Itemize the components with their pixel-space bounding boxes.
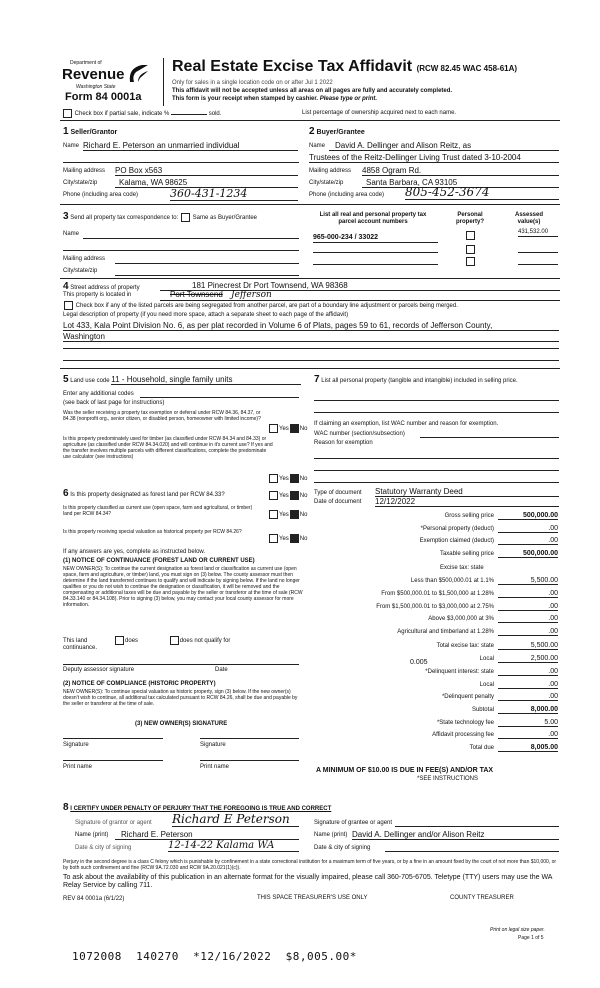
street-field[interactable]: 181 Pinecrest Dr Port Townsend, WA 98368 (160, 281, 560, 291)
no-label: No (299, 536, 308, 543)
historic-question: Is this property receiving special valuation as historical property per RCW 84.26? (63, 529, 242, 535)
timber-answer (268, 474, 307, 483)
deputy-signature-label: Deputy assessor signature (63, 667, 135, 673)
forest-question: Is this property designated as forest land per RCW 84.33? (70, 492, 225, 498)
buyer-name-field-2[interactable]: Trustees of the Reitz-Dellinger Living Trust dated 3-10-2004 (309, 153, 559, 163)
tax-value-t5[interactable]: .00 (498, 628, 558, 636)
correspondence-line: 3 Send all property tax correspondence to: Same as Buyer/Grantee (63, 211, 258, 223)
county-treasurer-label: COUNTY TREASURER (450, 895, 514, 901)
yes-label: Yes (279, 512, 289, 519)
grantor-signature[interactable]: Richard E Peterson (172, 812, 299, 827)
tax-value-int_local[interactable]: .00 (498, 681, 558, 689)
street-label-text: Street address of property (70, 285, 140, 291)
doc-type-label: Type of document (314, 490, 362, 496)
tax-label-affidavit: Affidavit processing fee (432, 732, 494, 738)
seller-phone-field[interactable]: 360-431-1234 (170, 187, 298, 201)
personal-property-checkbox-3[interactable] (466, 257, 475, 266)
revision-label: REV 84 0001a (6/1/22) (63, 896, 125, 902)
form-number: Form 84 0001a (65, 91, 142, 103)
tax-value-taxable[interactable]: 500,000.00 (498, 550, 558, 558)
located-field[interactable] (160, 290, 560, 301)
buyer-mailing-label: Mailing address (309, 168, 352, 174)
doc-date-label: Date of document (314, 499, 362, 505)
buyer-heading: 2 Buyer/Grantee (309, 126, 365, 137)
legal-line-1[interactable]: Lot 433, Kala Point Division No. 6, as per plat recorded in Volume 6 of Plats, pages 59 to 61, records of Jefferson County, (63, 321, 559, 331)
forest-yes-checkbox[interactable] (269, 491, 278, 500)
receipt-note (172, 96, 377, 103)
tax-label-personal: *Personal property (deduct) (420, 526, 494, 532)
seller-heading-text: Seller/Grantor (70, 129, 118, 136)
no-label: No (299, 426, 308, 433)
same-as-buyer-checkbox[interactable] (181, 213, 190, 222)
minimum-note: A MINIMUM OF $10.00 IS DUE IN FEE(S) AND/OR TAX (316, 767, 494, 774)
wac-label: WAC number (section/subsection) (314, 431, 405, 437)
buyer-city-label: City/state/zip (309, 180, 344, 186)
legal-line-2[interactable]: Washington (63, 332, 559, 342)
no-label: No (299, 493, 308, 500)
no-label: No (299, 512, 308, 519)
current-use-no-checkbox[interactable] (290, 510, 299, 519)
rate-value: 0.005 (410, 659, 428, 666)
located-label: This property is located in (63, 292, 132, 298)
tax-value-t1[interactable]: 5,500.00 (498, 577, 558, 585)
historic-no-checkbox[interactable] (290, 534, 299, 543)
tax-value-personal[interactable]: .00 (498, 525, 558, 533)
treasurer-use-label: THIS SPACE TREASURER'S USE ONLY (257, 895, 368, 901)
tax-label-total_state: Total excise tax: state (436, 643, 494, 649)
partial-sale (62, 109, 221, 118)
personal-property-checkbox-2[interactable] (466, 245, 475, 254)
buyer-phone-field[interactable]: 805-452-3674 (405, 185, 559, 200)
buyer-heading-text: Buyer/Grantee (316, 129, 365, 136)
seller-heading: 1 Seller/Grantor (63, 126, 118, 137)
tax-label-int_state: *Delinquent interest: state (425, 669, 494, 675)
tax-value-local[interactable]: 2,500.00 (498, 655, 558, 663)
owner-print-name-2: Print name (200, 764, 230, 770)
tax-value-t2[interactable]: .00 (498, 590, 558, 598)
ownership-note: List percentage of ownership acquired next to each name. (302, 110, 457, 116)
see-instructions-label: (see back of last page for instructions) (63, 400, 165, 406)
buyer-name-label: Name (309, 143, 326, 149)
new-owner-title: (3) NEW OWNER(S) SIGNATURE (135, 721, 228, 727)
exemption-question: Was the seller receiving a property tax exemption or deferral under RCW 84.36, 84.37, or 84.38 (nonprofit org., senior citizen, or disabled person, homeowner with limited income)? (63, 410, 261, 422)
tax-label-subtotal: Subtotal (471, 707, 494, 713)
seller-name-label: Name (63, 143, 80, 149)
exemption-yes-checkbox[interactable] (269, 424, 278, 433)
receipt-text: This form is your receipt when stamped by cashier. (172, 96, 319, 102)
does-not-checkbox[interactable] (170, 636, 179, 645)
see-instructions-note: *SEE INSTRUCTIONS (417, 776, 479, 782)
buyer-name-field[interactable]: David A. Dellinger and Alison Reitz, as (329, 141, 559, 151)
tax-value-tech[interactable]: 5.00 (498, 719, 558, 727)
doc-type-field[interactable]: Statutory Warranty Deed (375, 487, 559, 497)
state-label: Washington State (76, 84, 116, 90)
forest-line: 6 Is this property designated as forest land per RCW 84.33? (63, 488, 225, 499)
form-title-text: Real Estate Excise Tax Affidavit (172, 58, 413, 75)
personal-property-label: List all personal property (tangible and intangible) included in selling price. (321, 378, 518, 384)
grantee-date-label: Date & city of signing (314, 845, 371, 851)
continuance-text: NEW OWNER(S): To continue the current designation as forest land or classification as current use (open space, farm and agriculture, or timber) land, you must sign on (3) below. The county assessor must then determine if the land transferred continues to qualify and will indicate by signing below. If the land no longer qualifies or you do not wish to continue the designation or classification, it will be removed and the compensating or additional taxes will be due and payable by the seller or transferor at the time of sale (RCW 84.33.140 or 84.34.108). Prior to signing (3) below, you may contact your local county assessor for more information. (63, 566, 303, 608)
does-not-label: does not qualify for (179, 638, 231, 645)
this-land-label: This land (63, 638, 88, 645)
doc-date-field[interactable]: 12/12/2022 (375, 497, 559, 507)
tax-label-t4: Above $3,000,000 at 3% (428, 616, 494, 622)
owner-signature-label-1: Signature (63, 742, 89, 748)
buyer-phone-label: Phone (including area code) (309, 192, 385, 198)
seller-name-field[interactable]: Richard E. Peterson an unmarried individual (83, 141, 298, 151)
seller-mailing-field[interactable]: PO Box x563 (115, 166, 298, 176)
tax-value-total_due[interactable]: 8,005.00 (498, 744, 558, 752)
grantor-signature-label: Signature of grantor or agent (75, 820, 152, 826)
grantor-name[interactable]: Richard E. Peterson (115, 830, 299, 840)
certify-text: I CERTIFY UNDER PENALTY OF PERJURY THAT THE FOREGOING IS TRUE AND CORRECT (70, 806, 332, 812)
exemption-no-checkbox[interactable] (290, 424, 299, 433)
exemption-claim-label: If claiming an exemption, list WAC number and reason for exemption. (314, 421, 499, 427)
yes-label: Yes (279, 476, 289, 483)
yes-label: Yes (279, 536, 289, 543)
land-use-label: Land use code (70, 378, 110, 384)
timber-question: Is this property predominately used for timber (as classified under RCW 84.34 and 84.33) or agriculture (as classified under RCW 84.34.020) and will continue in it's current use? If yes and the transfer involves multiple parcels with different classifications, complete the predominate use calculator (see instructions) (63, 436, 273, 460)
current-use-yes-checkbox[interactable] (269, 510, 278, 519)
sold-label: sold. (208, 111, 222, 118)
partial-sale-label: Check box if partial sale, indicate % (74, 111, 170, 118)
grantee-name[interactable]: David A. Dellinger and/or Alison Reitz (352, 830, 559, 840)
parcel-col-header: List all real and personal property tax parcel account numbers (319, 212, 427, 225)
land-use-code[interactable]: 11 - Household, single family units (111, 375, 301, 385)
owner-signature-label-2: Signature (200, 742, 226, 748)
page-number: Page 1 of 5 (518, 935, 544, 941)
dept-label: Department of (70, 60, 102, 66)
affidavit-note: This affidavit will not be accepted unless all areas on all pages are fully and accurately completed. (172, 88, 453, 94)
yes-label: Yes (279, 426, 289, 433)
street-label: 4 Street address of property (63, 281, 140, 292)
forest-no-checkbox[interactable] (290, 491, 299, 500)
yes-label: Yes (279, 493, 289, 500)
tax-mailing-label: Mailing address (63, 256, 106, 262)
type-print-text: Please type or print. (319, 96, 378, 102)
exemption-answer (268, 424, 307, 433)
reason-label: Reason for exemption (314, 440, 373, 446)
buyer-city-field[interactable]: Santa Barbara, CA 93105 (362, 178, 559, 188)
current-use-answer (268, 510, 307, 519)
tax-label-t1: Less than $500,000.01 at 1.1% (410, 578, 494, 584)
tax-value-int_state[interactable]: .00 (498, 668, 558, 676)
rcw-reference: (RCW 82.45 WAC 458-61A) (416, 64, 518, 73)
tax-city-label: City/state/zip (63, 268, 98, 274)
grantee-name-label: Name (print) (314, 832, 348, 838)
form-title (172, 58, 517, 76)
logo (62, 60, 162, 106)
legal-label: Legal description of property (if you need more space, attach a separate sheet to each page of the affidavit) (63, 312, 349, 318)
if-yes-note: If any answers are yes, complete as instructed below. (63, 549, 206, 555)
tax-label-penalty: *Delinquent penalty (441, 694, 494, 700)
tax-value-t3[interactable]: .00 (498, 603, 558, 611)
tax-value-total_state[interactable]: 5,500.00 (498, 642, 558, 650)
tax-label-taxable: Taxable selling price (439, 551, 494, 557)
tax-label-total_due: Total due (469, 745, 494, 751)
tax-value-affidavit[interactable]: .00 (498, 731, 558, 739)
alt-format-note: To ask about the availability of this publication in an alternate format for the visually impaired, please call 360-705-6705. Teletype (TTY) users may use the WA Relay Service by calling 711. (63, 874, 553, 889)
does-label: does (125, 638, 139, 645)
this-land-line (63, 636, 230, 645)
revenue-logo-icon (126, 62, 152, 86)
buyer-mailing-field[interactable]: 4858 Ogram Rd. (362, 166, 559, 176)
perjury-note: Perjury in the second degree is a class C felony which is punishable by confinement in a state correctional institution for a maximum term of five years, or by a fine in an amount fixed by the court of not more than $10,000, or by both such confinement and fine (RCW 9A.72.030 and RCW 9A.20.021(1)(c)). (63, 859, 557, 871)
continuance-label: continuance. (63, 645, 98, 651)
tax-value-penalty[interactable]: .00 (498, 693, 558, 701)
does-checkbox[interactable] (115, 636, 124, 645)
forest-answer (268, 491, 307, 500)
tax-label-local: Local (479, 656, 494, 662)
excise-state-label: Excise tax: state (440, 565, 484, 571)
sale-note: Only for sales in a single location code on or after Jul 1 2022 (172, 80, 333, 86)
timber-no-checkbox[interactable] (290, 474, 299, 483)
compliance-text: NEW OWNER(S): To continue special valuation as historic property, sign (3) below. If the new owner(s) doesn't wish to continue, all additional tax calculated pursuant to RCW 84.26, shall be due and payable by the seller or transferor at the time of sale. (63, 689, 298, 707)
segregated-checkbox[interactable] (64, 301, 73, 310)
historic-yes-checkbox[interactable] (269, 534, 278, 543)
partial-sale-checkbox[interactable] (63, 109, 72, 118)
deputy-date-label: Date (215, 667, 228, 673)
assessed-value[interactable]: 431,532.00 (518, 229, 558, 237)
owner-print-name-1: Print name (63, 764, 93, 770)
tax-value-subtotal[interactable]: 8,000.00 (498, 706, 558, 714)
tax-label-int_local: Local (479, 682, 494, 688)
correspondence-label: Send all property tax correspondence to: (70, 215, 179, 222)
seller-city-label: City/state/zip (63, 180, 98, 186)
personal-property-checkbox-1[interactable] (466, 231, 475, 240)
same-as-buyer-label: Same as Buyer/Grantee (192, 215, 258, 222)
tax-label-t2: From $500,000.01 to $1,500,000 at 1.28% (381, 591, 494, 597)
continuance-title: (1) NOTICE OF CONTINUANCE (FOREST LAND OR CURRENT USE) (63, 558, 255, 564)
treasurer-stamp: 1072008 140270 *12/16/2022 $8,005.00* (72, 950, 357, 963)
grantor-date-label: Date & city of signing (75, 845, 132, 851)
compliance-title: (2) NOTICE OF COMPLIANCE (HISTORIC PROPERTY) (63, 681, 216, 687)
tax-value-t4[interactable]: .00 (498, 615, 558, 623)
tax-value-exempt[interactable]: .00 (498, 537, 558, 545)
tax-name-label: Name (63, 231, 80, 237)
no-label: No (299, 476, 308, 483)
grantor-name-label: Name (print) (75, 832, 109, 838)
seller-phone-label: Phone (including area code) (63, 192, 139, 198)
seller-city-field[interactable]: Kalama, WA 98625 (115, 178, 298, 188)
personal-property-line: 7 List all personal property (tangible and intangible) included in selling price. (314, 374, 518, 385)
parcel-number[interactable]: 965-000-234 / 33022 (313, 234, 438, 243)
personal-col-header: Personal property? (455, 212, 484, 225)
additional-codes-label: Enter any additional codes (63, 391, 134, 397)
tax-label-tech: *State technology fee (436, 720, 494, 726)
tax-label-gross: Gross selling price (444, 513, 494, 519)
tax-label-t5: Agricultural and timberland at 1.28% (397, 629, 494, 635)
land-use-line: 5 Land use code 11 - Household, single family units (63, 375, 301, 385)
historic-answer (268, 534, 307, 543)
current-use-question: Is this property classified as current use (open space, farm and agricultural, or timber) land per RCW 84.34? (63, 505, 253, 517)
print-legal-note: Print on legal size paper. (490, 927, 545, 933)
timber-yes-checkbox[interactable] (269, 474, 278, 483)
grantor-date-city[interactable]: 12-14-22 Kalama WA (168, 840, 299, 852)
seller-mailing-label: Mailing address (63, 168, 106, 174)
segregated-label: Check box if any of the listed parcels are being segregated from another parcel, are part of a boundary line adjustment or parcels being merged. (75, 303, 458, 310)
tax-label-t3: From $1,500,000.01 to $3,000,000 at 2.75% (376, 604, 494, 610)
certify-heading: 8 I CERTIFY UNDER PENALTY OF PERJURY THAT THE FOREGOING IS TRUE AND CORRECT (63, 802, 332, 813)
located-struck: Port Townsend (170, 290, 223, 299)
tax-value-gross[interactable]: 500,000.00 (498, 512, 558, 520)
segregated-line (63, 301, 458, 310)
located-county: Jefferson (231, 290, 272, 300)
assessed-col-header: Assessed value(s) (514, 212, 544, 225)
tax-label-exempt: Exemption claimed (deduct) (419, 538, 494, 544)
revenue-wordmark: Revenue (62, 66, 125, 83)
grantee-signature-label: Signature of grantee or agent (314, 820, 393, 826)
